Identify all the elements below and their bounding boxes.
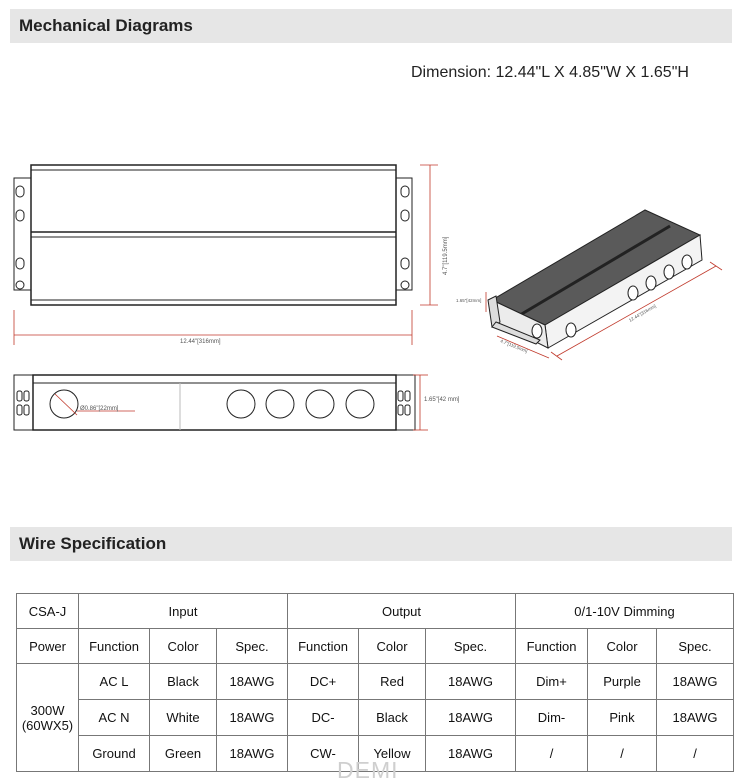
sub-header: Spec. xyxy=(426,629,516,664)
top-view xyxy=(14,165,412,305)
table-cell: 18AWG xyxy=(217,736,288,772)
sub-header: Spec. xyxy=(217,629,288,664)
iso-width-label: 4.7"[119.5mm] xyxy=(499,338,529,354)
iso-height-label: 1.65"[42mm] xyxy=(456,298,482,303)
sub-header: Function xyxy=(516,629,588,664)
power-cell: 300W (60WX5) xyxy=(17,664,79,772)
height-dim-label: 1.65"[42 mm] xyxy=(424,397,460,403)
table-cell: Black xyxy=(359,700,426,736)
table-cell: / xyxy=(588,736,657,772)
width-dim-label: 4.7"[119.5mm] xyxy=(443,236,449,275)
group-header-output: Output xyxy=(288,594,516,629)
table-cell: Purple xyxy=(588,664,657,700)
table-cell: Black xyxy=(150,664,217,700)
table-cell: CW- xyxy=(288,736,359,772)
sub-header: Function xyxy=(79,629,150,664)
table-cell: Yellow xyxy=(359,736,426,772)
table-cell: AC N xyxy=(79,700,150,736)
table-cell: 18AWG xyxy=(217,664,288,700)
side-view xyxy=(14,375,415,430)
group-header-dimming: 0/1-10V Dimming xyxy=(516,594,734,629)
table-cell: AC L xyxy=(79,664,150,700)
table-cell: 18AWG xyxy=(657,700,734,736)
wire-specification-header xyxy=(10,527,732,561)
table-cell: 18AWG xyxy=(426,700,516,736)
table-cell: 18AWG xyxy=(217,700,288,736)
isometric-view xyxy=(488,210,702,348)
section-title: Mechanical Diagrams xyxy=(19,16,193,35)
sub-header: Power xyxy=(17,629,79,664)
sub-header: Color xyxy=(359,629,426,664)
section-title: Wire Specification xyxy=(19,534,167,553)
sub-header: Function xyxy=(288,629,359,664)
group-header-csa: CSA-J xyxy=(17,594,79,629)
table-cell: Dim+ xyxy=(516,664,588,700)
table-cell: DC- xyxy=(288,700,359,736)
table-cell: 18AWG xyxy=(426,664,516,700)
table-cell: DC+ xyxy=(288,664,359,700)
table-cell: Dim- xyxy=(516,700,588,736)
table-cell: Ground xyxy=(79,736,150,772)
hole-dim-label: Ø0.86"[22mm] xyxy=(80,406,119,412)
table-cell: Green xyxy=(150,736,217,772)
dimension-text: Dimension: 12.44"L X 4.85"W X 1.65"H xyxy=(411,64,689,81)
sub-header: Color xyxy=(588,629,657,664)
table-cell: / xyxy=(516,736,588,772)
iso-length-label: 12.44"[316mm] xyxy=(628,303,657,323)
wire-spec-table xyxy=(16,593,734,772)
group-header-input: Input xyxy=(79,594,288,629)
table-cell: 18AWG xyxy=(426,736,516,772)
table-cell: Red xyxy=(359,664,426,700)
sub-header: Spec. xyxy=(657,629,734,664)
watermark: DEMI xyxy=(337,757,399,783)
table-cell: Pink xyxy=(588,700,657,736)
sub-header: Color xyxy=(150,629,217,664)
length-dim-label: 12.44"[316mm] xyxy=(180,339,221,345)
table-cell: 18AWG xyxy=(657,664,734,700)
table-cell: White xyxy=(150,700,217,736)
table-cell: / xyxy=(657,736,734,772)
